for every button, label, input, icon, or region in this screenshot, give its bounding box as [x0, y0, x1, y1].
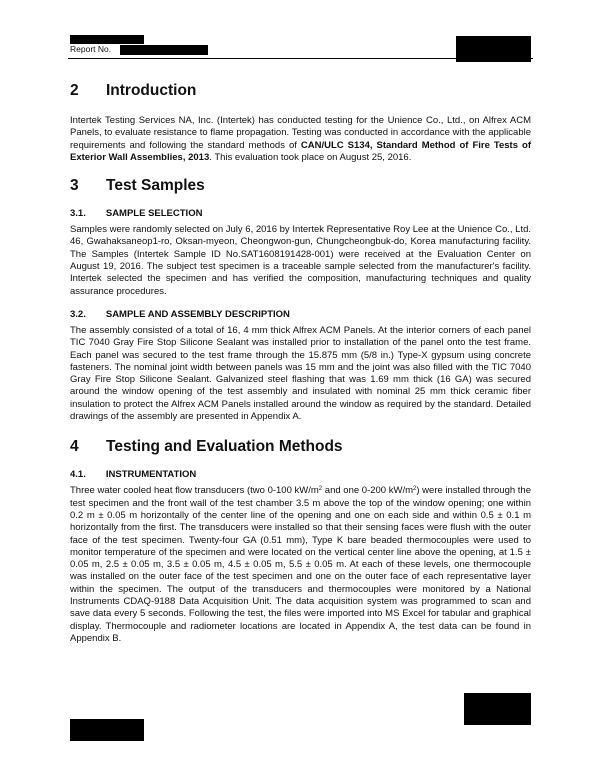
section-number: 2 [70, 82, 79, 99]
superscript: 2 [318, 486, 323, 493]
intro-standard-name: CAN/ULC S134, Standard Method of Fire Tests of Exterior Wall Assemblies, 2013 [70, 139, 531, 163]
subsection-heading-instrumentation [70, 469, 531, 481]
section-heading-introduction [70, 80, 531, 102]
instrumentation-text: Three water cooled heat flow transducers (two 0-100 kW/m [70, 485, 319, 497]
section-title: Testing and Evaluation Methods [106, 438, 343, 456]
sample-selection-paragraph: Samples were randomly selected on July 6, 2016 by Intertek Representative Roy Lee at the Unience Co., Ltd. 46, Gwahaksaneop1-ro, Oksan-myeon, Cheongwon-gun, Chungcheongbuk-do, Korea manufacturing facility. The Samples (Intertek Sample ID No.SAT1608191428-001) were received at the Evaluation Center on August 19, 2016. The subject test specimen is a traceable sample selected from the manufacturer's facility. Intertek selected the specimen and has verified the composition, manufacturing techniques and quality assurance procedures. [70, 224, 532, 297]
header-divider [68, 58, 533, 59]
intro-text: Intertek Testing Services NA, Inc. (Intertek) has conducted testing for the Unience Co., Ltd., on Alfrex ACM Panels, to evaluate resistance to flame propagation. Testing was conducted in accordance with the applicable requirements and following the standard methods of [70, 115, 531, 151]
section-title: Introduction [106, 82, 197, 99]
superscript: 2 [413, 486, 417, 493]
subsection-heading-sample-selection [70, 208, 531, 220]
section-heading-testing-methods [70, 436, 531, 458]
report-number-label: Report No. [70, 44, 112, 54]
intro-text-end: . This evaluation took place on August 25, 2016. [209, 151, 412, 163]
instrumentation-paragraph [70, 485, 531, 645]
subsection-number: 3.1. [70, 208, 86, 220]
redaction-top-left [70, 35, 144, 44]
section-heading-test-samples [70, 175, 531, 197]
assembly-description-paragraph: The assembly consisted of a total of 16, 4 mm thick Alfrex ACM Panels. At the interior corners of each panel TIC 7040 Gray Fire Stop Silicone Sealant was installed prior to installation of the panel onto the test frame. Each panel was secured to the test frame through the 15.875 mm (5/8 in.) Type-X gypsum using concrete fasteners. The nominal joint width between panels was 15 mm and the joint was also filled with the TIC 7040 Gray Fire Stop Silicone Sealant. Galvanized steel flashing that was 1.69 mm thick (16 GA) was secured around the window opening of the test assembly and insulated with nominal 25 mm thick ceramic fiber insulation to protect the Alfrex ACM Panels installed around the window as required by the standard. Detailed drawings of the assembly are presented in Appendix A. [70, 324, 531, 423]
document-body [70, 80, 531, 645]
instrumentation-text: ) were installed through the test specimen and the front wall of the test chamber 3.5 m above the top of the window opening; one within 0.2 m ± 0.05 m horizontally of the center line of the opening and one on each side and within 0.5 ± 0.1 m horizontally from the first. The transducers were installed so that their sensing faces were flush with the outer face of the test specimen. Twenty-four GA (0.51 mm), Type K bare beaded thermocouples were used to monitor temperature of the specimen and were located on the vertical center line above the opening, at 1.5 ± 0.05 m, 2.5 ± 0.05 m, 3.5 ± 0.05 m, 4.5 ± 0.05 m, 5.5 ± 0.05 m. At each of these levels, one thermocouple was installed on the outer face of the test specimen and one on the outer face of each representative layer within the specimen. The output of the transducers and thermocouples were monitored by a National Instruments CDAQ-9188 Data Acquisition Unit. The data acquisition system was programmed to scan and save data every 5 seconds. Following the test, the files were imported into MS Excel for tabular and graphical display. Thermocouple and radiometer locations are located in Appendix A, the test data can be found in Appendix B. [70, 485, 531, 644]
subsection-title: SAMPLE AND ASSEMBLY DESCRIPTION [105, 308, 290, 320]
subsection-number: 3.2. [70, 308, 86, 320]
subsection-title: INSTRUMENTATION [105, 469, 197, 481]
instrumentation-text: and one 0-200 kW/m [322, 485, 414, 497]
section-number: 3 [70, 177, 79, 195]
redaction-report-number [120, 45, 208, 55]
redaction-bottom-left [70, 719, 144, 741]
subsection-title: SAMPLE SELECTION [105, 208, 203, 220]
introduction-paragraph [70, 115, 531, 164]
subsection-heading-assembly-description [70, 309, 531, 321]
subsection-number: 4.1. [70, 469, 86, 481]
section-number: 4 [70, 438, 79, 456]
redaction-bottom-right [464, 693, 531, 725]
section-title: Test Samples [106, 177, 205, 195]
